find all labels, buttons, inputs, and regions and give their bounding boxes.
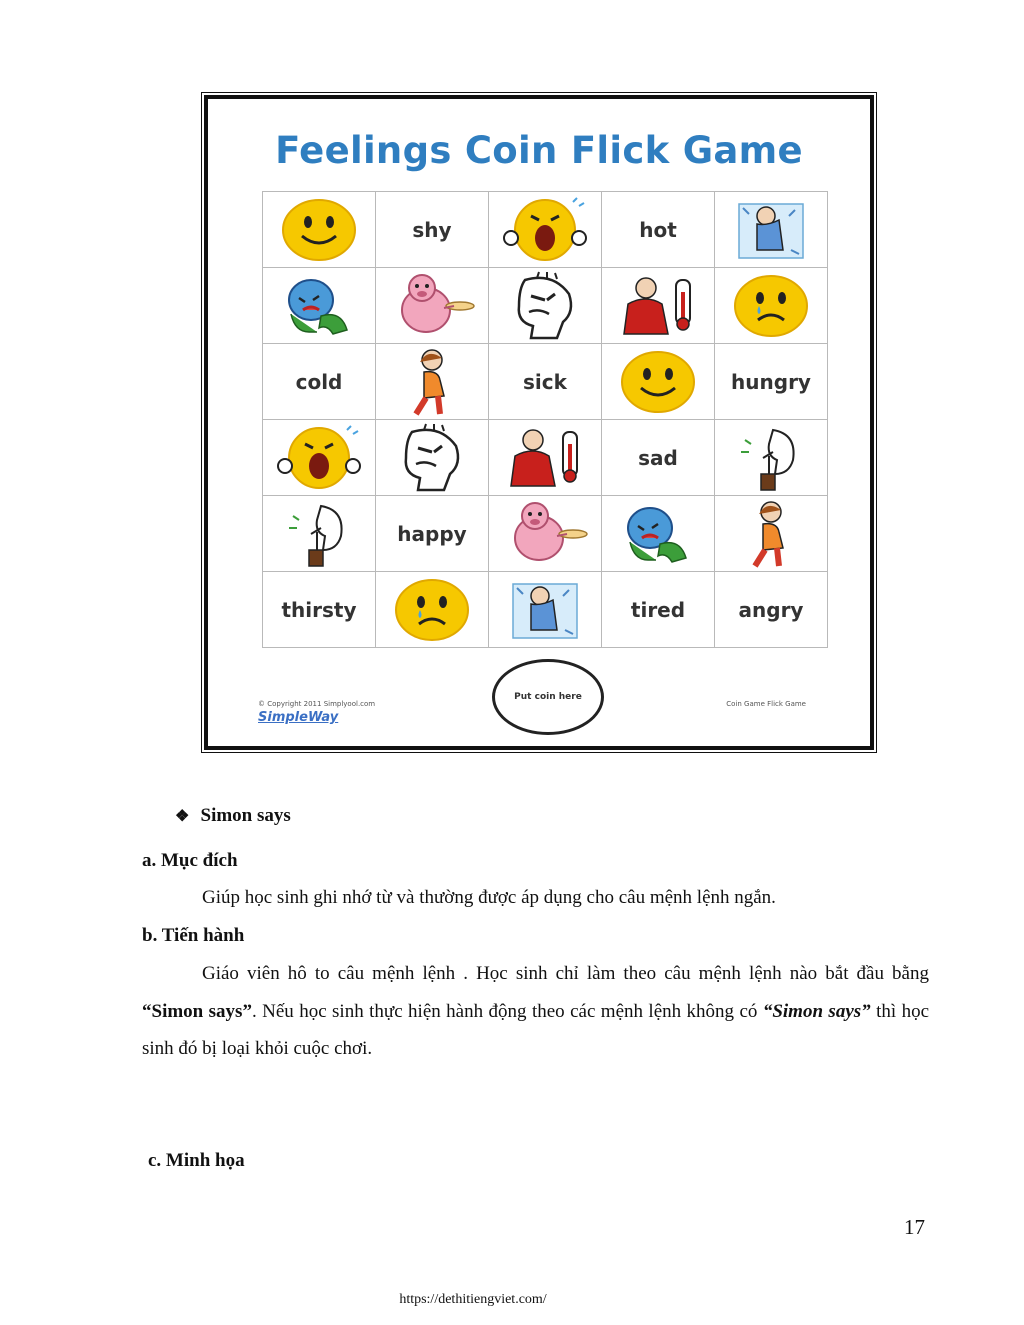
hungry-pig-icon <box>376 268 489 344</box>
grid-cell-word <box>602 572 715 648</box>
word-hungry: hungry <box>731 369 811 394</box>
hot-person-icon <box>489 420 602 496</box>
page-number: 17 <box>904 1215 925 1239</box>
hungry-pig-icon <box>489 496 602 572</box>
angry-face-icon <box>376 420 489 496</box>
happy-face-icon <box>602 344 715 420</box>
simon-says-quote-2: “Simon says” <box>762 1000 871 1022</box>
paragraph-b <box>142 955 929 1068</box>
feelings-worksheet-image <box>204 95 874 750</box>
grid-cell-word <box>376 192 489 268</box>
grid-cell-word <box>376 496 489 572</box>
simon-says-quote-1: “Simon says” <box>142 1000 252 1022</box>
paragraph-b-part-1: Giáo viên hô to câu mệnh lệnh . Học sinh chỉ làm theo câu mệnh lệnh nào bắt đầu bằng <box>202 963 929 984</box>
word-hot: hot <box>639 217 677 242</box>
worksheet-logo: SimpleWay <box>258 710 339 725</box>
heading-c: c. Minh họa <box>148 1150 245 1171</box>
worksheet-footer-caption: Coin Game Flick Game <box>726 700 806 708</box>
crying-face-icon <box>263 420 376 496</box>
paragraph-b-part-3: thì học sinh đó bị loại khỏi cuộc chơi. <box>142 1000 929 1059</box>
grid-cell-word <box>602 192 715 268</box>
sad-face-icon <box>715 268 828 344</box>
grid-cell-word <box>489 344 602 420</box>
paragraph-a: Giúp học sinh ghi nhớ từ và thường được áp dụng cho câu mệnh lệnh ngắn. <box>202 887 776 908</box>
thirsty-person-icon <box>263 496 376 572</box>
grid-cell-word <box>263 344 376 420</box>
cold-person-icon <box>715 192 828 268</box>
sick-face-icon <box>602 496 715 572</box>
hot-person-icon <box>602 268 715 344</box>
worksheet-title: Feelings Coin Flick Game <box>275 129 803 172</box>
cold-person-icon <box>489 572 602 648</box>
feelings-grid <box>262 191 828 648</box>
section-heading <box>175 804 291 829</box>
thirsty-person-icon <box>715 420 828 496</box>
heading-b: b. Tiến hành <box>142 925 245 946</box>
paragraph-b-part-2: . Nếu học sinh thực hiện hành động theo các mệnh lệnh không có <box>251 1000 763 1022</box>
sick-face-icon <box>263 268 376 344</box>
diamond-bullet-icon: ❖ <box>175 808 190 825</box>
crying-face-icon <box>489 192 602 268</box>
coin-target-circle <box>492 659 604 735</box>
worksheet-copyright: © Copyright 2011 Simplyool.com <box>258 700 376 708</box>
grid-cell-word <box>715 344 828 420</box>
word-happy: happy <box>397 521 467 546</box>
word-cold: cold <box>295 369 343 394</box>
footer-url: https://dethitiengviet.com/ <box>399 1292 547 1307</box>
word-shy: shy <box>412 217 452 242</box>
angry-face-icon <box>489 268 602 344</box>
grid-cell-word <box>602 420 715 496</box>
grid-cell-word <box>715 572 828 648</box>
word-thirsty: thirsty <box>281 597 357 622</box>
word-sad: sad <box>638 445 678 470</box>
tired-person-icon <box>376 344 489 420</box>
sad-face-icon <box>376 572 489 648</box>
word-sick: sick <box>523 369 567 394</box>
happy-face-icon <box>263 192 376 268</box>
grid-cell-word <box>263 572 376 648</box>
tired-person-icon <box>715 496 828 572</box>
coin-label: Put coin here <box>514 691 582 702</box>
word-tired: tired <box>630 597 686 622</box>
section-heading-text: Simon says <box>200 805 291 826</box>
word-angry: angry <box>738 597 804 622</box>
heading-a: a. Mục đích <box>142 850 238 871</box>
